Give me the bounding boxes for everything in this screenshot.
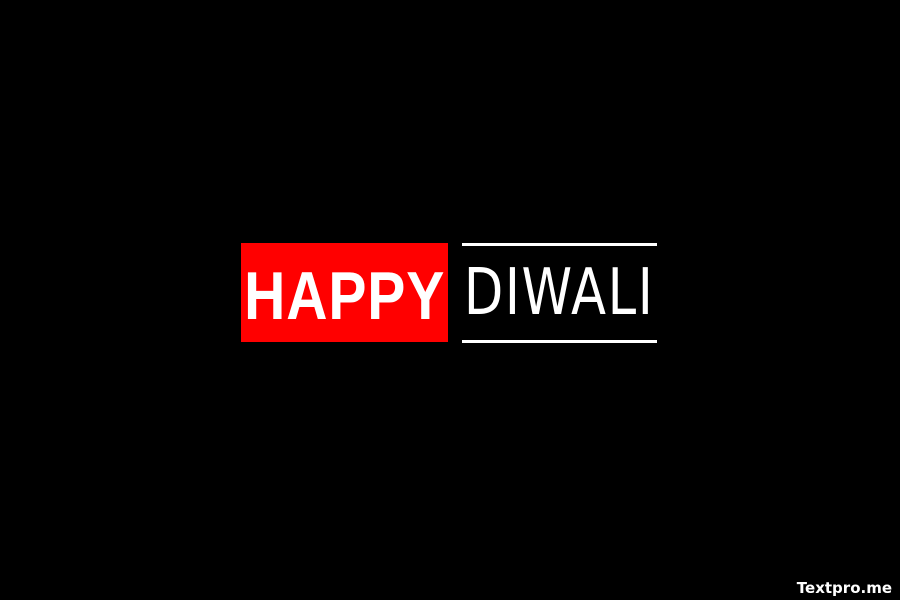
diwali-top-rule	[462, 243, 657, 246]
diwali-frame	[462, 243, 657, 344]
diwali-word: DIWALI	[464, 256, 655, 330]
watermark: Textpro.me	[796, 579, 892, 597]
happy-word: HAPPY	[244, 257, 445, 334]
diwali-word-container	[462, 257, 657, 329]
happy-highlight-box	[241, 243, 448, 342]
diwali-bottom-rule	[462, 340, 657, 343]
